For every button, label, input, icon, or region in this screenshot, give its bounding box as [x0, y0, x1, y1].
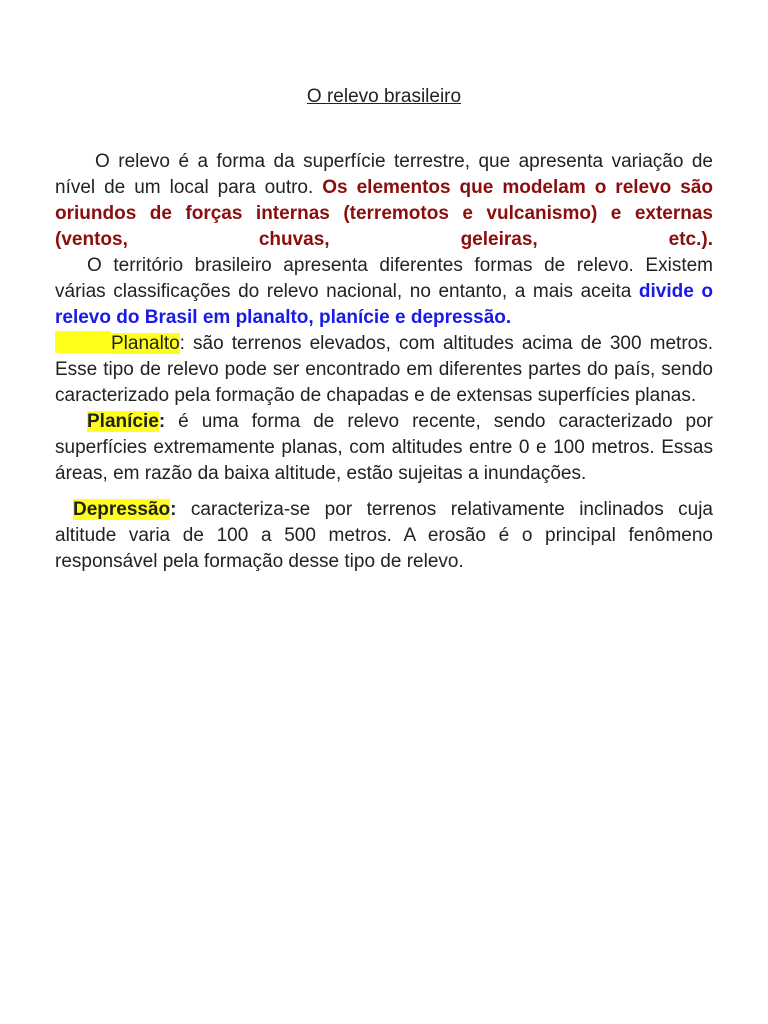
paragraph-territory-emphasis: divide o relevo do Brasil em planalto, planície e depressão.: [55, 281, 713, 328]
document-title: O relevo brasileiro: [306, 86, 462, 107]
paragraph-planalto: [55, 331, 713, 409]
paragraph-depressao: [55, 497, 713, 575]
highlight-marker: [55, 331, 111, 353]
term-depressao-colon: :: [170, 499, 177, 520]
document-page: [55, 84, 713, 575]
paragraph-intro-text: O relevo é a forma da superfície terrestre, que apresenta variação de nível de um local para outro.: [55, 151, 713, 198]
paragraph-intro-emphasis: Os elementos que modelam o relevo são oriundos de forças internas (terremotos e vulcanismo) e externas (ventos, chuvas, geleiras, etc.).: [55, 177, 714, 250]
paragraph-territory: [55, 253, 713, 331]
paragraph-territory-text: O território brasileiro apresenta diferentes formas de relevo. Existem várias classificações do relevo nacional, no entanto, a mais aceita: [55, 255, 713, 302]
term-planalto: Planalto: [111, 333, 180, 354]
term-planicie-colon: :: [158, 411, 166, 432]
paragraph-depressao-text: caracteriza-se por terrenos relativamente inclinados cuja altitude varia de 100 a 500 metros. A erosão é o principal fenômeno responsável pela formação desse tipo de relevo.: [55, 499, 713, 572]
term-planicie: Planície: [87, 411, 159, 432]
paragraph-intro: [55, 149, 713, 253]
paragraph-planalto-text: : são terrenos elevados, com altitudes acima de 300 metros. Esse tipo de relevo pode ser encontrado em diferentes partes do país, sendo caracterizado pela formação de chapadas e de extensas superfícies planas.: [55, 333, 713, 406]
term-depressao: Depressão: [73, 499, 171, 520]
paragraph-planicie-text: é uma forma de relevo recente, sendo caracterizado por superfícies extremamente planas, com altitudes entre 0 e 100 metros. Essas áreas, em razão da baixa altitude, estão sujeitas a inundações.: [55, 411, 713, 484]
paragraph-planicie: [55, 409, 713, 487]
